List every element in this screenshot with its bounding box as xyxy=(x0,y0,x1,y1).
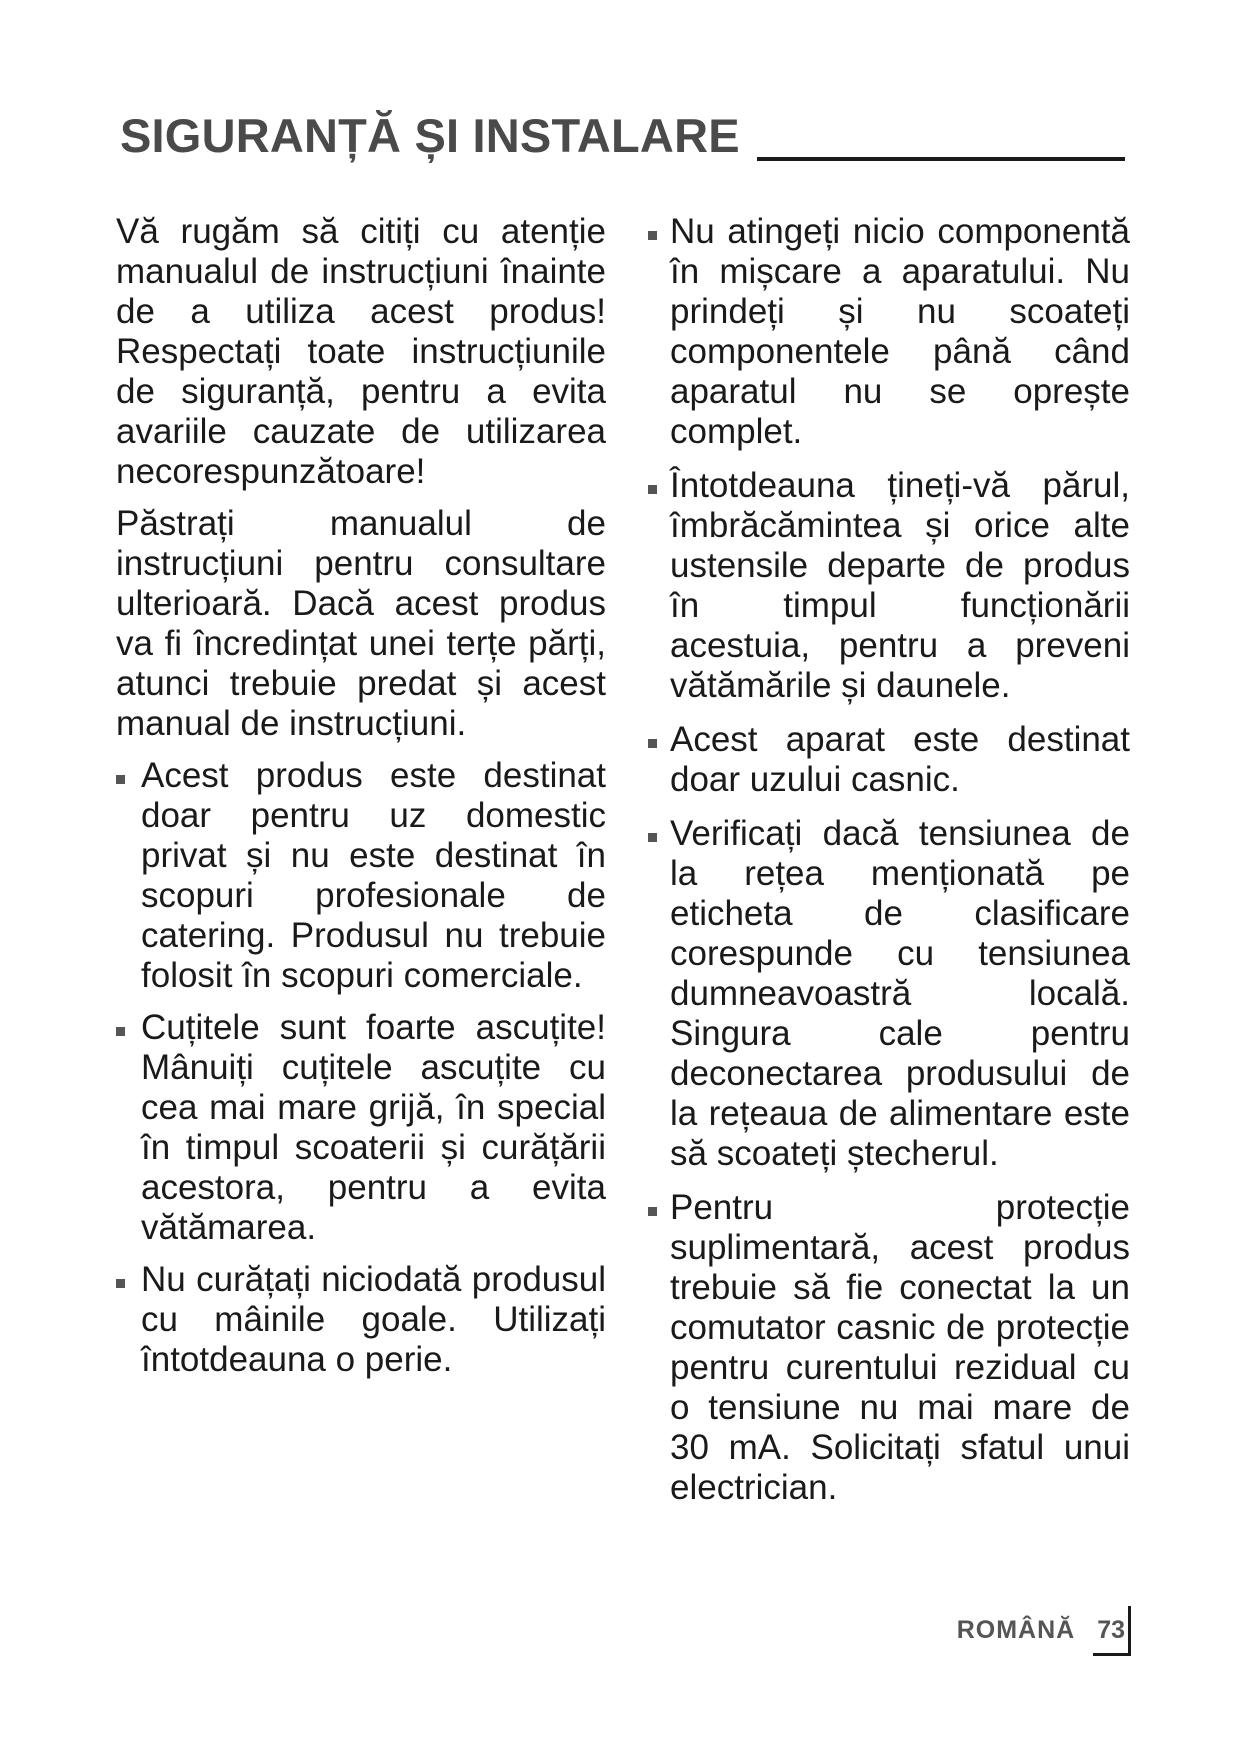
page-number-box xyxy=(1097,1616,1131,1656)
list-item xyxy=(116,1008,606,1248)
list-item xyxy=(648,814,1130,1174)
list-item xyxy=(116,756,606,996)
list-item-text: Verificați dacă tensiunea de la rețea menționată pe eticheta de clasificare corespunde cu tensiunea dumneavoastră locală. Singura cale pentru deconectarea produsului de la rețeaua de alimentare este să scoateți ștecherul. xyxy=(670,814,1130,1173)
list-item-text: Întotdeauna țineți-vă părul, îmbrăcămintea și orice alte ustensile departe de produs în timpul funcționării acestuia, pentru a preveni vătămările și daunele. xyxy=(670,466,1130,705)
bullet-square-icon xyxy=(116,775,125,784)
list-item xyxy=(648,212,1130,452)
bullet-square-icon xyxy=(648,485,657,494)
list-item-text: Acest aparat este destinat doar uzului casnic. xyxy=(670,720,1130,799)
page-number: 73 xyxy=(1097,1616,1125,1644)
list-item xyxy=(648,1188,1130,1508)
list-item xyxy=(648,720,1130,800)
page-title: SIGURANȚĂ ȘI INSTALARE xyxy=(120,109,740,162)
title-rule xyxy=(757,157,1125,161)
list-item xyxy=(116,1260,606,1380)
language-label: ROMÂNĂ xyxy=(956,1616,1076,1644)
right-column xyxy=(648,212,1130,1522)
intro-paragraph: Păstrați manualul de instrucțiuni pentru consultare ulterioară. Dacă acest produs va fi încredințat unei terțe părți, atunci trebuie predat și acest manual de instrucțiuni. xyxy=(116,504,606,743)
page-header xyxy=(120,108,1125,168)
bullet-square-icon xyxy=(648,231,657,240)
bullet-square-icon xyxy=(648,739,657,748)
left-column xyxy=(116,212,606,1392)
bullet-square-icon xyxy=(116,1027,125,1036)
list-item-text: Nu curățați niciodată produsul cu mâinile goale. Utilizați întotdeauna o perie. xyxy=(141,1260,606,1379)
page-footer xyxy=(957,1610,1131,1656)
list-item-text: Acest produs este destinat doar pentru uz domestic privat și nu este destinat în scopuri profesionale de catering. Produsul nu trebuie folosit în scopuri comerciale. xyxy=(141,756,606,995)
list-item-text: Cuțitele sunt foarte ascuțite! Mânuiți cuțitele ascuțite cu cea mai mare grijă, în special în timpul scoaterii și curățării acestora, pentru a evita vătămarea. xyxy=(141,1008,606,1247)
list-item xyxy=(648,466,1130,706)
list-item-text: Pentru protecție suplimentară, acest produs trebuie să fie conectat la un comutator casnic de protecție pentru curentului rezidual cu o tensiune nu mai mare de 30 mA. Solicitați sfatul unui electrician. xyxy=(670,1188,1130,1507)
bullet-square-icon xyxy=(648,833,657,842)
intro-paragraph: Vă rugăm să citiți cu atenție manualul de instrucțiuni înainte de a utiliza acest produs! Respectați toate instrucțiunile de siguranță, pentru a evita avariile cauzate de utilizarea necorespunzătoare! xyxy=(116,212,606,491)
list-item-text: Nu atingeți nicio componentă în mișcare a aparatului. Nu prindeți și nu scoateți componentele până când aparatul nu se oprește complet. xyxy=(670,212,1130,451)
bullet-square-icon xyxy=(116,1279,125,1288)
bullet-square-icon xyxy=(648,1207,657,1216)
